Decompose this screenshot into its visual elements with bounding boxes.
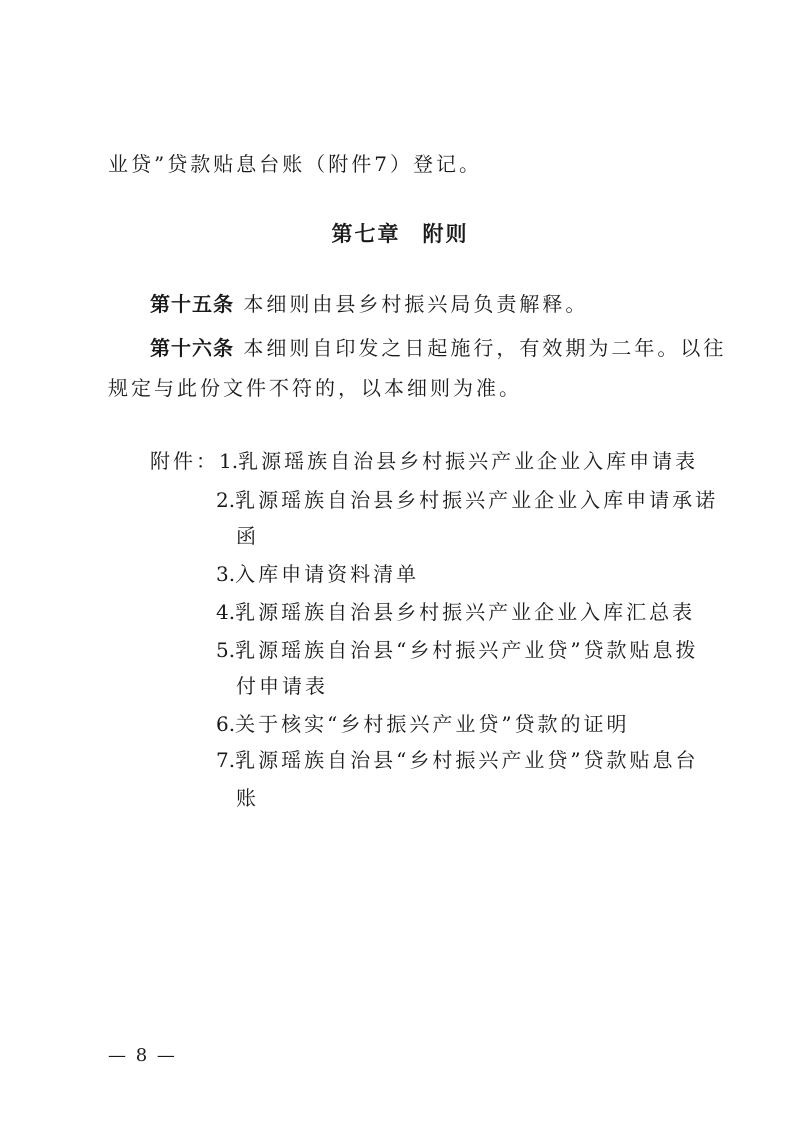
attachment-1-number: 1. <box>219 449 239 473</box>
article-15-title: 第十五条 <box>150 292 234 316</box>
attachment-6-text: 关于核实“乡村振兴产业贷”贷款的证明 <box>235 712 630 736</box>
article-15-text: 本细则由县乡村振兴局负责解释。 <box>243 292 589 316</box>
attachment-4-number: 4. <box>216 600 236 624</box>
attachment-5-continuation: 付申请表 <box>236 674 328 698</box>
attachment-2 <box>216 486 718 514</box>
attachment-7 <box>216 746 699 774</box>
attachment-5 <box>216 636 699 664</box>
attachment-5-number: 5. <box>216 638 236 662</box>
article-15 <box>150 290 588 318</box>
article-16-line-2: 规定与此份文件不符的，以本细则为准。 <box>108 376 522 400</box>
attachments-label: 附件： <box>150 449 219 473</box>
attachment-7-continuation: 账 <box>236 786 259 810</box>
attachment-7-number: 7. <box>216 748 236 772</box>
article-16-line-1 <box>150 334 726 362</box>
attachment-2-number: 2. <box>216 488 236 512</box>
chapter-number: 第七章 <box>331 222 401 246</box>
attachment-5-text: 乳源瑶族自治县“乡村振兴产业贷”贷款贴息拨 <box>235 638 699 662</box>
attachment-3-number: 3. <box>216 562 236 586</box>
attachment-1-text: 乳源瑶族自治县乡村振兴产业企业入库申请表 <box>238 449 699 473</box>
attachment-2-text: 乳源瑶族自治县乡村振兴产业企业入库申请承诺 <box>235 488 719 512</box>
article-16-title: 第十六条 <box>150 336 234 360</box>
attachment-6-number: 6. <box>216 712 236 736</box>
attachment-3-text: 入库申请资料清单 <box>235 562 420 586</box>
intro-continuation-line: 业贷”贷款贴息台账（附件7）登记。 <box>108 152 482 176</box>
article-16-text-1: 本细则自印发之日起施行，有效期为二年。以往 <box>243 336 727 360</box>
attachment-2-continuation: 函 <box>236 524 259 548</box>
chapter-heading <box>0 220 800 248</box>
attachment-3 <box>216 560 419 588</box>
attachments-label-line <box>150 447 698 475</box>
attachment-4-text: 乳源瑶族自治县乡村振兴产业企业入库汇总表 <box>235 600 696 624</box>
attachment-7-text: 乳源瑶族自治县“乡村振兴产业贷”贷款贴息台 <box>235 748 699 772</box>
attachment-4 <box>216 598 695 626</box>
page-number: — 8 — <box>108 1045 177 1066</box>
chapter-title: 附则 <box>422 222 469 246</box>
attachment-6 <box>216 710 630 738</box>
